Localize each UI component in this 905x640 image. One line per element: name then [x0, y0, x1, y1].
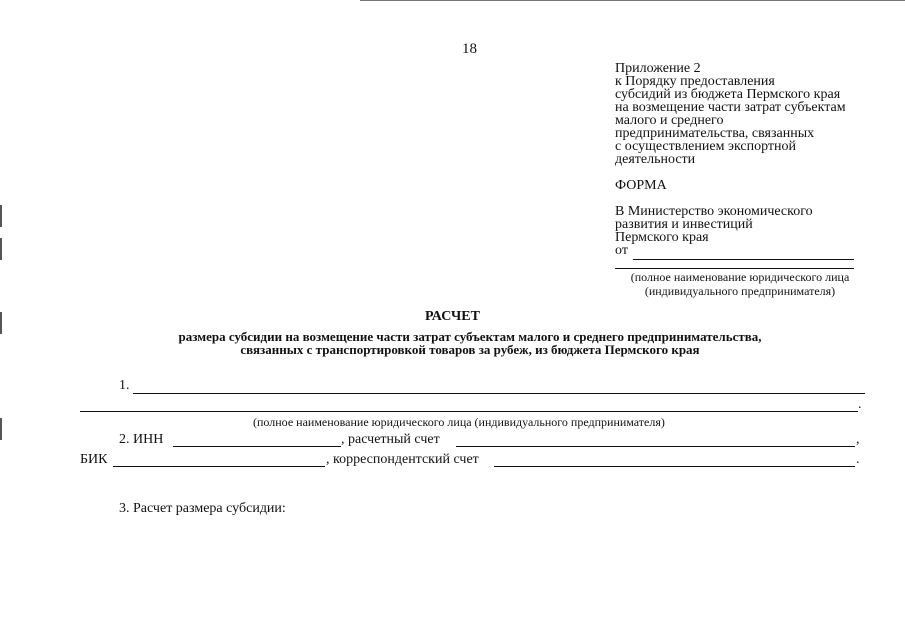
from-label: от [615, 243, 628, 258]
subtitle-line: связанных с транспортировкой товаров за рубеж, из бюджета Пермского края [240, 342, 700, 357]
scan-edge-mark [0, 205, 2, 227]
appendix-block [615, 62, 905, 166]
document-subtitle [80, 330, 860, 356]
scan-edge-mark [0, 418, 2, 440]
form-label: ФОРМА [615, 178, 667, 193]
appendix-line: с осуществлением экспортной [615, 139, 797, 154]
addressee-line: В Министерство экономического [615, 204, 813, 219]
appendix-line: деятельности [615, 152, 696, 167]
item1-note: (полное наименование юридического лица (индивидуального предпринимателя) [253, 415, 665, 429]
scan-edge-mark [0, 238, 2, 260]
appendix-line: Приложение 2 [615, 61, 701, 76]
sender-note-line: (полное наименование юридического лица [630, 270, 850, 284]
subtitle-line: размера субсидии на возмещение части затрат субъектам малого и среднего предпринимательства, [178, 329, 762, 344]
sender-field-line-2[interactable] [615, 268, 854, 269]
account-field-line[interactable] [456, 446, 855, 447]
appendix-line: к Порядку предоставления [615, 74, 775, 89]
item3-label: 3. Расчет размера субсидии: [119, 501, 286, 516]
account-label: , расчетный счет [341, 432, 440, 447]
corr-end-mark: . [856, 452, 860, 467]
appendix-line: малого и среднего [615, 113, 724, 128]
document-title: РАСЧЕТ [425, 309, 480, 324]
appendix-line: предпринимательства, связанных [615, 126, 815, 141]
appendix-line: на возмещение части затрат субъектам [615, 100, 846, 115]
account-comma: , [856, 432, 860, 447]
item1-number: 1. [119, 378, 130, 393]
inn-field-line[interactable] [173, 446, 341, 447]
corr-account-field-line[interactable] [494, 466, 855, 467]
corr-account-label: , корреспондентский счет [326, 452, 479, 467]
addressee-line: развития и инвестиций [615, 217, 753, 232]
page-number: 18 [462, 41, 477, 57]
sender-note-line: (индивидуального предпринимателя) [644, 284, 836, 298]
addressee-block [615, 205, 813, 257]
item1-end-mark: . [858, 397, 862, 412]
sender-field-line[interactable] [633, 259, 854, 260]
appendix-line: субсидий из бюджета Пермского края [615, 87, 841, 102]
bik-label: БИК [80, 452, 108, 467]
scan-top-edge [360, 0, 905, 1]
item1-field-line[interactable] [133, 393, 865, 394]
inn-label: 2. ИНН [119, 432, 164, 447]
addressee-line: Пермского края [615, 230, 709, 245]
item1-field-line-2[interactable] [80, 411, 858, 412]
sender-note [615, 270, 865, 298]
bik-field-line[interactable] [113, 466, 325, 467]
